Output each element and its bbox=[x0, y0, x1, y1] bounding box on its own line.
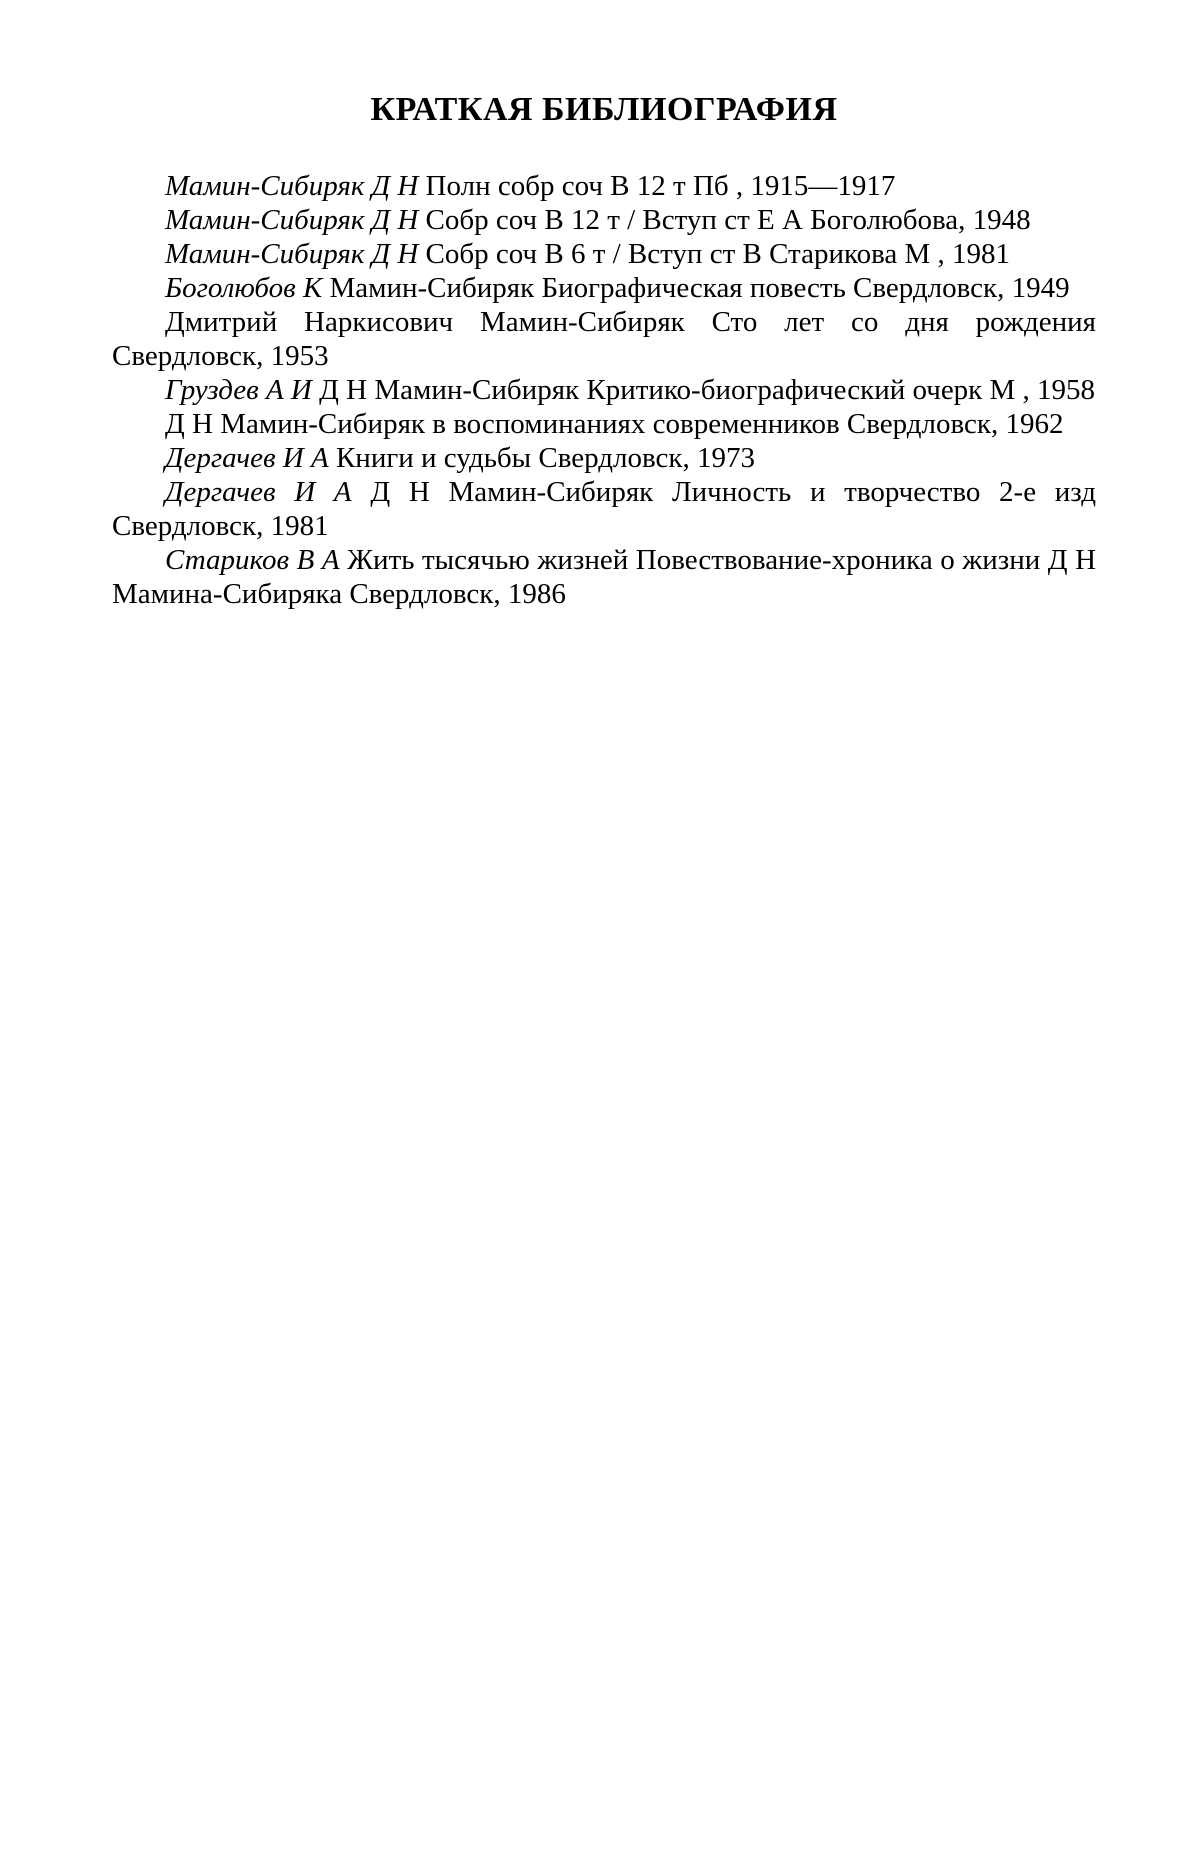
entry-text: Мамин-Сибиряк Биографическая повесть Свердловск, 1949 bbox=[329, 271, 1070, 304]
bibliography-entry-6 bbox=[112, 373, 1096, 407]
bibliography-entry-5 bbox=[112, 305, 1096, 373]
bibliography-entry-2 bbox=[112, 203, 1096, 237]
entry-text: Д Н Мамин-Сибиряк Критико-биографический очерк М , 1958 bbox=[319, 373, 1096, 406]
entry-author: Мамин-Сибиряк Д Н bbox=[165, 169, 419, 202]
entry-author: Груздев А И bbox=[165, 373, 312, 406]
bibliography-list bbox=[112, 169, 1096, 611]
bibliography-entry-7 bbox=[112, 407, 1096, 441]
entry-text: Д Н Мамин-Сибиряк в воспоминаниях современников Свердловск, 1962 bbox=[165, 407, 1064, 440]
bibliography-entry-1 bbox=[112, 169, 1096, 203]
entry-text: Дмитрий Наркисович Мамин-Сибиряк Сто лет со дня рождения Свердловск, 1953 bbox=[112, 305, 1096, 372]
bibliography-entry-8 bbox=[112, 441, 1096, 475]
entry-author: Мамин-Сибиряк Д Н bbox=[165, 203, 419, 236]
bibliography-page bbox=[112, 90, 1096, 611]
entry-text: Собр соч В 12 т / Вступ ст Е А Боголюбова, 1948 bbox=[425, 203, 1031, 236]
bibliography-entry-10 bbox=[112, 543, 1096, 611]
entry-author: Дергачев И А bbox=[165, 441, 329, 474]
entry-text: Собр соч В 6 т / Вступ ст В Старикова М , 1981 bbox=[425, 237, 1011, 270]
entry-text: Жить тысячью жизней Повествование-хроника о жизни Д Н Мамина-Сибиряка Свердловск, 1986 bbox=[112, 543, 1097, 610]
entry-author: Стариков В А bbox=[165, 543, 340, 576]
page-title: КРАТКАЯ БИБЛИОГРАФИЯ bbox=[370, 91, 838, 128]
bibliography-entry-4 bbox=[112, 271, 1096, 305]
entry-author: Мамин-Сибиряк Д Н bbox=[165, 237, 419, 270]
entry-text: Книги и судьбы Свердловск, 1973 bbox=[335, 441, 755, 474]
entry-text: Полн собр соч В 12 т Пб , 1915—1917 bbox=[425, 169, 896, 202]
entry-author: Дергачев И А bbox=[165, 475, 352, 508]
entry-text: Д Н Мамин-Сибиряк Личность и творчество 2-е изд Свердловск, 1981 bbox=[112, 475, 1096, 542]
bibliography-entry-9 bbox=[112, 475, 1096, 543]
entry-author: Боголюбов К bbox=[165, 271, 323, 304]
bibliography-entry-3 bbox=[112, 237, 1096, 271]
